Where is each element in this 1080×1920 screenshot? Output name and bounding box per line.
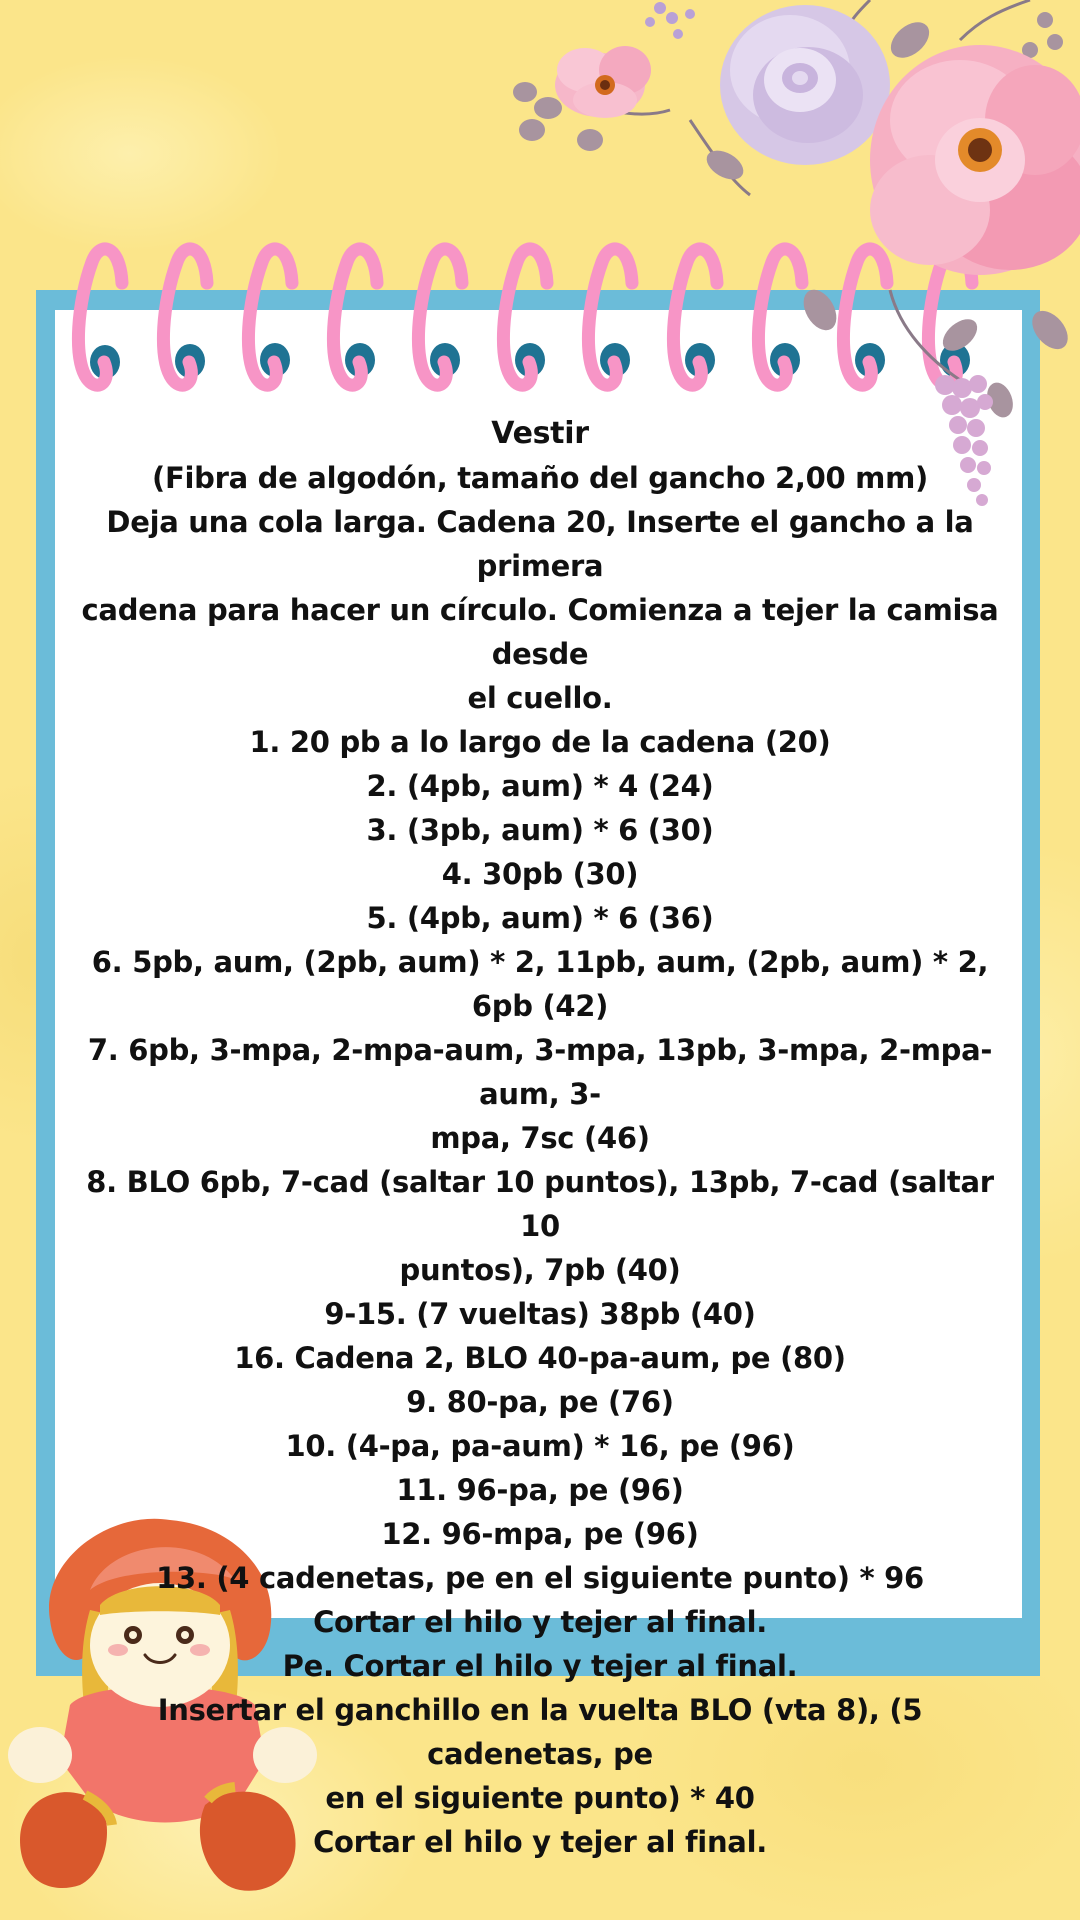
pattern-line: cadena para hacer un círculo. Comienza a tejer la camisa desde — [81, 593, 999, 671]
pattern-title: Vestir — [491, 416, 589, 451]
pattern-line: 10. (4-pa, pa-aum) * 16, pe (96) — [285, 1429, 795, 1463]
pattern-line: Cortar el hilo y tejer al final. — [313, 1825, 767, 1859]
pattern-line: 16. Cadena 2, BLO 40-pa-aum, pe (80) — [234, 1341, 846, 1375]
pattern-line: en el siguiente punto) * 40 — [325, 1781, 755, 1815]
pattern-line: 4. 30pb (30) — [441, 857, 639, 891]
pattern-line: 5. (4pb, aum) * 6 (36) — [366, 901, 714, 935]
pattern-line: (Fibra de algodón, tamaño del gancho 2,00 mm) — [152, 461, 928, 495]
pattern-line: Insertar el ganchillo en la vuelta BLO (vta 8), (5 cadenetas, pe — [157, 1693, 923, 1771]
pattern-line: puntos), 7pb (40) — [399, 1253, 681, 1287]
pattern-line: 2. (4pb, aum) * 4 (24) — [366, 769, 714, 803]
pattern-line: 1. 20 pb a lo largo de la cadena (20) — [249, 725, 831, 759]
pattern-line: mpa, 7sc (46) — [430, 1121, 650, 1155]
pattern-line: 8. BLO 6pb, 7-cad (saltar 10 puntos), 13pb, 7-cad (saltar 10 — [86, 1165, 994, 1243]
pattern-line: Cortar el hilo y tejer al final. — [313, 1605, 767, 1639]
pattern-line: 9. 80-pa, pe (76) — [406, 1385, 674, 1419]
pattern-line: Pe. Cortar el hilo y tejer al final. — [282, 1649, 798, 1683]
pattern-line: 7. 6pb, 3-mpa, 2-mpa-aum, 3-mpa, 13pb, 3-mpa, 2-mpa-aum, 3- — [87, 1033, 993, 1111]
pattern-line: 3. (3pb, aum) * 6 (30) — [366, 813, 714, 847]
pattern-line: 6. 5pb, aum, (2pb, aum) * 2, 11pb, aum, (2pb, aum) * 2, 6pb (42) — [91, 945, 989, 1023]
pattern-line: 13. (4 cadenetas, pe en el siguiente punto) * 96 — [156, 1561, 924, 1595]
pattern-line: el cuello. — [467, 681, 613, 715]
pattern-line: Deja una cola larga. Cadena 20, Inserte el gancho a la primera — [106, 505, 974, 583]
pattern-line: 9-15. (7 vueltas) 38pb (40) — [324, 1297, 756, 1331]
pattern-line: 11. 96-pa, pe (96) — [396, 1473, 684, 1507]
crochet-pattern-text — [70, 412, 1010, 1864]
pattern-line: 12. 96-mpa, pe (96) — [381, 1517, 699, 1551]
